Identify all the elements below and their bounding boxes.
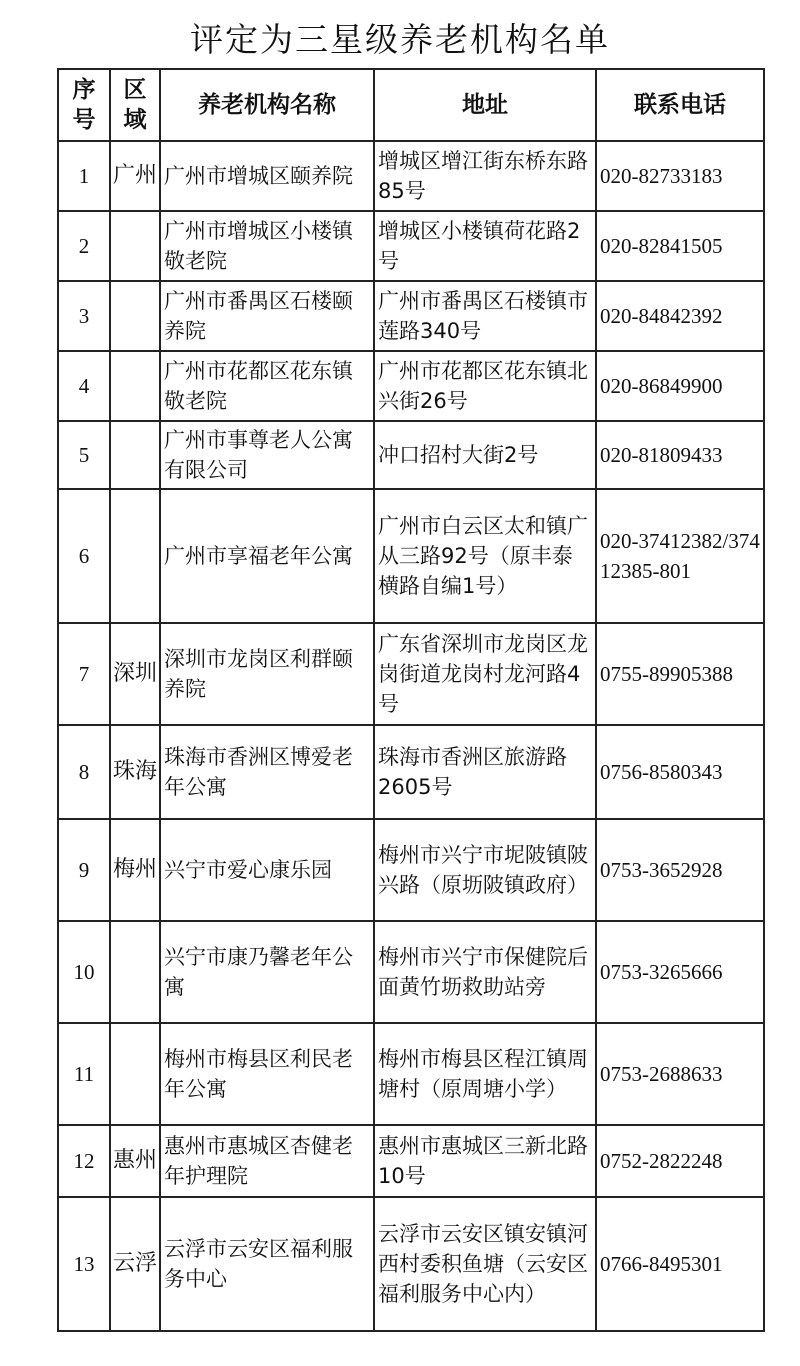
cell-phone: 0755-89905388 <box>596 623 764 725</box>
cell-phone: 020-84842392 <box>596 281 764 351</box>
cell-region <box>110 921 160 1023</box>
cell-address: 梅州市梅县区程江镇周塘村（原周塘小学） <box>374 1023 596 1125</box>
cell-address: 广州市番禺区石楼镇市莲路340号 <box>374 281 596 351</box>
cell-region: 广州 <box>110 141 160 211</box>
cell-phone: 020-37412382/37412385-801 <box>596 489 764 623</box>
table-row <box>58 351 764 421</box>
cell-address: 惠州市惠城区三新北路10号 <box>374 1125 596 1197</box>
table-row <box>58 211 764 281</box>
header-name: 养老机构名称 <box>160 69 374 141</box>
cell-region: 珠海 <box>110 725 160 819</box>
table-row <box>58 489 764 623</box>
cell-address: 珠海市香洲区旅游路2605号 <box>374 725 596 819</box>
cell-phone: 0753-3265666 <box>596 921 764 1023</box>
institution-table <box>57 68 765 1332</box>
header-phone: 联系电话 <box>596 69 764 141</box>
cell-phone: 0756-8580343 <box>596 725 764 819</box>
table-row <box>58 421 764 489</box>
table-row <box>58 921 764 1023</box>
cell-name: 广州市享福老年公寓 <box>160 489 374 623</box>
cell-region <box>110 281 160 351</box>
cell-num: 11 <box>58 1023 110 1125</box>
cell-address: 广东省深圳市龙岗区龙岗街道龙岗村龙河路4号 <box>374 623 596 725</box>
cell-address: 增城区小楼镇荷花路2号 <box>374 211 596 281</box>
table-body <box>58 141 764 1331</box>
cell-address: 云浮市云安区镇安镇河西村委积鱼塘（云安区福利服务中心内） <box>374 1197 596 1331</box>
cell-name: 珠海市香洲区博爱老年公寓 <box>160 725 374 819</box>
cell-region: 梅州 <box>110 819 160 921</box>
cell-phone: 020-86849900 <box>596 351 764 421</box>
cell-region <box>110 1023 160 1125</box>
cell-phone: 0753-2688633 <box>596 1023 764 1125</box>
table-row <box>58 725 764 819</box>
table-row <box>58 623 764 725</box>
cell-num: 10 <box>58 921 110 1023</box>
cell-name: 惠州市惠城区杏健老年护理院 <box>160 1125 374 1197</box>
cell-name: 广州市事尊老人公寓有限公司 <box>160 421 374 489</box>
cell-phone: 0753-3652928 <box>596 819 764 921</box>
cell-num: 3 <box>58 281 110 351</box>
table-row <box>58 141 764 211</box>
page-title: 评定为三星级养老机构名单 <box>190 20 610 59</box>
cell-num: 6 <box>58 489 110 623</box>
cell-address: 广州市白云区太和镇广从三路92号（原丰泰横路自编1号） <box>374 489 596 623</box>
table-row <box>58 1023 764 1125</box>
cell-name: 云浮市云安区福利服务中心 <box>160 1197 374 1331</box>
cell-name: 广州市增城区颐养院 <box>160 141 374 211</box>
cell-name: 兴宁市爱心康乐园 <box>160 819 374 921</box>
cell-num: 13 <box>58 1197 110 1331</box>
table-row <box>58 819 764 921</box>
cell-name: 梅州市梅县区利民老年公寓 <box>160 1023 374 1125</box>
cell-phone: 020-81809433 <box>596 421 764 489</box>
cell-region: 惠州 <box>110 1125 160 1197</box>
cell-phone: 0766-8495301 <box>596 1197 764 1331</box>
table-row <box>58 1125 764 1197</box>
cell-name: 深圳市龙岗区利群颐养院 <box>160 623 374 725</box>
table-row <box>58 281 764 351</box>
cell-address: 增城区增江街东桥东路85号 <box>374 141 596 211</box>
cell-phone: 0752-2822248 <box>596 1125 764 1197</box>
table-row <box>58 1197 764 1331</box>
cell-num: 5 <box>58 421 110 489</box>
cell-region: 云浮 <box>110 1197 160 1331</box>
cell-phone: 020-82733183 <box>596 141 764 211</box>
cell-num: 1 <box>58 141 110 211</box>
cell-region: 深圳 <box>110 623 160 725</box>
cell-num: 12 <box>58 1125 110 1197</box>
cell-name: 兴宁市康乃馨老年公寓 <box>160 921 374 1023</box>
cell-num: 4 <box>58 351 110 421</box>
cell-num: 9 <box>58 819 110 921</box>
cell-phone: 020-82841505 <box>596 211 764 281</box>
header-num: 序号 <box>58 69 110 141</box>
cell-address: 梅州市兴宁市保健院后面黄竹坜救助站旁 <box>374 921 596 1023</box>
header-address: 地址 <box>374 69 596 141</box>
header-region: 区域 <box>110 69 160 141</box>
cell-region <box>110 421 160 489</box>
cell-name: 广州市番禺区石楼颐养院 <box>160 281 374 351</box>
cell-address: 冲口招村大街2号 <box>374 421 596 489</box>
cell-num: 7 <box>58 623 110 725</box>
cell-address: 广州市花都区花东镇北兴街26号 <box>374 351 596 421</box>
header-row <box>58 69 764 141</box>
cell-region <box>110 489 160 623</box>
cell-region <box>110 351 160 421</box>
cell-name: 广州市花都区花东镇敬老院 <box>160 351 374 421</box>
cell-num: 8 <box>58 725 110 819</box>
cell-name: 广州市增城区小楼镇敬老院 <box>160 211 374 281</box>
cell-num: 2 <box>58 211 110 281</box>
cell-region <box>110 211 160 281</box>
cell-address: 梅州市兴宁市坭陂镇陂兴路（原坜陂镇政府） <box>374 819 596 921</box>
